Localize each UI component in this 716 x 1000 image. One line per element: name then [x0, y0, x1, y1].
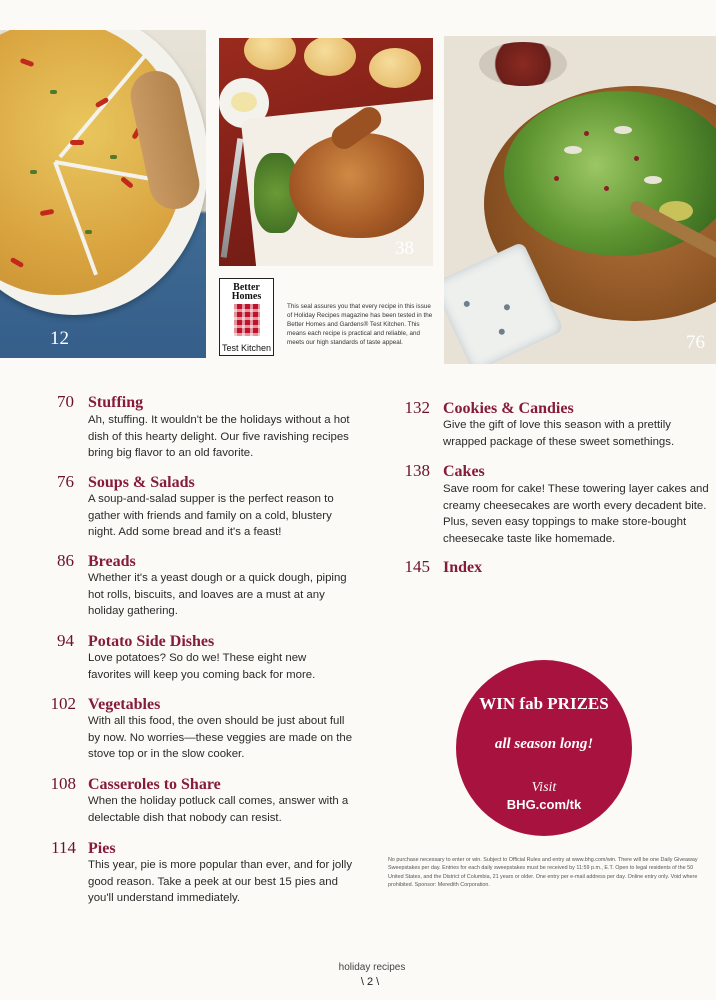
toc-page: 102 [50, 694, 76, 713]
toc-description: Save room for cake! These towering layer cakes and creamy cheesecakes are worth every decadent bite. Plus, seven easy toppings to make store-bought cheesecake taste like homemade. [443, 483, 709, 545]
photo-frittata [0, 30, 206, 358]
toc-page: 132 [404, 398, 430, 417]
toc-page: 108 [50, 774, 76, 793]
toc-title: Casseroles to Share [88, 776, 221, 793]
toc-title: Stuffing [88, 394, 144, 411]
toc-title: Potato Side Dishes [88, 633, 215, 650]
toc-description: A soup-and-salad supper is the perfect reason to gather with friends and family on a cold, blustery night. Add some bread and it's a feast! [88, 493, 334, 539]
toc-title: Pies [88, 840, 116, 857]
toc-page: 70 [57, 392, 74, 411]
toc-page: 76 [57, 472, 74, 491]
toc-title: Index [443, 559, 483, 576]
toc-title: Cakes [443, 463, 485, 480]
test-kitchen-seal: Better Homes Test Kitchen [219, 278, 274, 356]
toc-page: 86 [57, 551, 74, 570]
toc-description: With all this food, the oven should be just about full by now. No worries—these veggies are made on the stove top or in the slow cooker. [88, 715, 353, 761]
prize-subline: all season long! [494, 736, 594, 752]
toc-description: This year, pie is more popular than ever, and for jolly good reason. Take a peek at our best 15 pies and you'll understand immediately. [88, 859, 353, 905]
toc-title: Vegetables [88, 696, 161, 713]
photo-page-number: 76 [686, 332, 705, 353]
page-number: \ 2 \ [360, 976, 380, 988]
toc-description: Love potatoes? So do we! These eight new favorites will keep you coming back for more. [88, 652, 316, 681]
toc-title: Cookies & Candies [443, 400, 574, 417]
toc-description: When the holiday potluck call comes, answer with a delectable dish that nobody can resist. [88, 795, 349, 824]
prize-url: BHG.com/tk [506, 797, 582, 812]
photo-roast-chicken [219, 38, 433, 266]
seal-label: Test Kitchen [221, 343, 272, 353]
small-bowl [479, 42, 567, 86]
toc-page: 145 [404, 557, 430, 576]
legal-disclaimer: No purchase necessary to enter or win. Subject to Official Rules and entry at www.bhg.com/win. There will be one Daily Giveaway Sweepstakes per day. Entries for each daily sweepstakes must be received by 11:59 p.m., E.T. Open to legal residents of the 50 United States, and the District of Columbia, 21 years or older. One entry per e-mail address per day. Online entry only. Void where prohibited. Sponsor: Meredith Corporation. [388, 857, 698, 889]
roast-chicken [289, 133, 424, 238]
seal-description: This seal assures you that every recipe in this issue of Holiday Recipes magazine has been tested in the Better Homes and Gardens® Test Kitchen. This means each recipe is practical and reliable, and meets our high standards of taste appeal. [287, 303, 433, 346]
toc-title: Soups & Salads [88, 474, 195, 491]
plaid-icon [234, 304, 260, 336]
prize-headline: WIN fab PRIZES [479, 694, 609, 713]
toc-page: 114 [51, 838, 76, 857]
photo-page-number: 38 [395, 238, 414, 259]
footer-title: holiday recipes [338, 962, 406, 973]
toc-page: 138 [404, 461, 430, 480]
toc-description: Whether it's a yeast dough or a quick dough, piping hot rolls, biscuits, and loaves are a must at any holiday gathering. [88, 572, 347, 618]
prize-visit: Visit [531, 780, 557, 795]
carving-knife [221, 138, 244, 258]
toc-description: Give the gift of love this season with a prettily wrapped package of these sweet somethings. [443, 419, 675, 448]
toc-title: Breads [88, 553, 136, 570]
photo-salad [444, 36, 716, 364]
photo-page-number: 12 [50, 328, 69, 349]
toc-page: 94 [57, 631, 74, 650]
prize-badge [456, 660, 632, 836]
toc-description: Ah, stuffing. It wouldn't be the holidays without a hot dish of this hearty delight. Our five ravishing recipes bring big flavor to an old favorite. [88, 414, 350, 460]
